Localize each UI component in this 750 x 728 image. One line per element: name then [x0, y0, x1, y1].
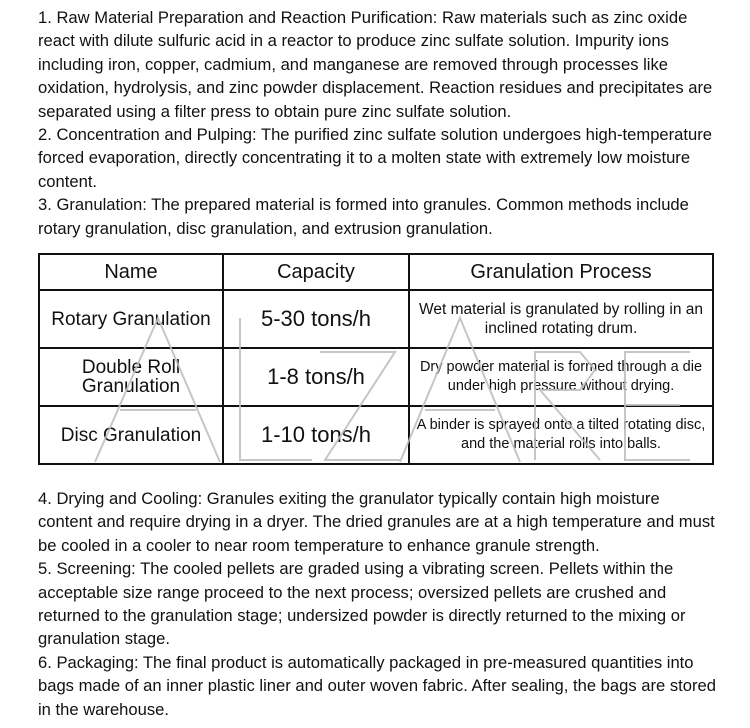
column-header-process: Granulation Process — [409, 254, 713, 290]
intro-paragraph: 1. Raw Material Preparation and Reaction Purification: Raw materials such as zinc oxide react with dilute sulfuric acid in a reactor to produce zinc sulfate solution. Impurity ions including iron, copper, cadmium, and manganese are removed through processes like oxidation, hydrolysis, and zinc powder displacement. Reaction residues and precipitates are separated using a filter press to obtain pure zinc sulfate solution. — [38, 8, 713, 121]
outro-paragraph: 4. Drying and Cooling: Granules exiting the granulator typically contain high moisture content and require drying in a dryer. The dried granules are at a high temperature and must be cooled in a cooler to near room temperature to enhance granule strength. — [38, 489, 715, 555]
column-header-name: Name — [39, 254, 223, 290]
column-header-capacity: Capacity — [223, 254, 409, 290]
row-process-cell: A binder is sprayed onto a tilted rotating disc, and the material rolls into balls. — [409, 406, 713, 464]
table-row — [39, 406, 713, 464]
row-capacity-cell: 1-8 tons/h — [223, 348, 409, 406]
row-capacity-cell: 5-30 tons/h — [223, 290, 409, 348]
outro-paragraph: 5. Screening: The cooled pellets are graded using a vibrating screen. Pellets within the acceptable size range proceed to the next process; oversized pellets are crushed and returned to the granulation stage; undersized powder is directly returned to the mixing or granulation stage. — [38, 559, 686, 649]
table-row — [39, 290, 713, 348]
table-row — [39, 348, 713, 406]
row-capacity-cell: 1-10 tons/h — [223, 406, 409, 464]
row-name-cell: Double Roll Granulation — [39, 348, 223, 406]
row-name-cell: Rotary Granulation — [39, 290, 223, 348]
granulation-table — [38, 253, 714, 465]
row-process-cell: Wet material is granulated by rolling in an inclined rotating drum. — [409, 290, 713, 348]
outro-paragraph: 6. Packaging: The final product is automatically packaged in pre-measured quantities into bags made of an inner plastic liner and outer woven fabric. After sealing, the bags are stored in the warehouse. — [38, 652, 716, 719]
intro-text — [38, 6, 718, 240]
intro-paragraph: 3. Granulation: The prepared material is formed into granules. Common methods include rotary granulation, disc granulation, and extrusion granulation. — [38, 195, 689, 238]
row-process-cell: Dry powder material is formed through a die under high pressure without drying. — [409, 348, 713, 406]
outro-text — [38, 487, 718, 721]
table-header-row — [39, 254, 713, 290]
intro-paragraph: 2. Concentration and Pulping: The purified zinc sulfate solution undergoes high-temperature forced evaporation, directly concentrating it to a molten state with extremely low moisture content. — [38, 125, 713, 191]
row-name-cell: Disc Granulation — [39, 406, 223, 464]
